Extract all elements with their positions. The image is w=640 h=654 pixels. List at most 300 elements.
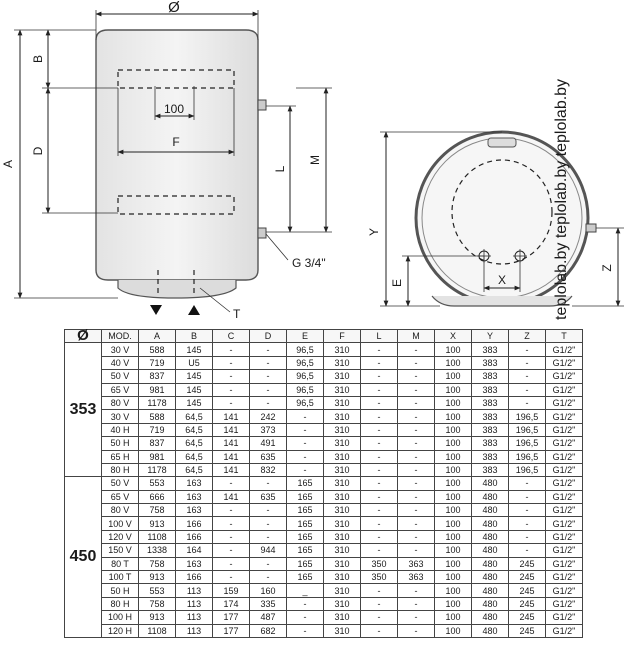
model-cell: 80 V (102, 504, 139, 517)
table-cell: 100 (435, 490, 472, 503)
table-cell: 383 (472, 423, 509, 436)
table-cell: 100 (435, 477, 472, 490)
table-cell: 310 (324, 530, 361, 543)
table-cell: G1/2" (546, 343, 583, 356)
table-cell: 310 (324, 597, 361, 610)
table-cell: 480 (472, 477, 509, 490)
table-cell: - (398, 517, 435, 530)
table-cell: 145 (176, 383, 213, 396)
side-top-cap (488, 138, 516, 147)
diameter-group-label: 450 (65, 477, 102, 638)
table-cell: - (398, 343, 435, 356)
table-cell: - (361, 356, 398, 369)
table-cell: 100 (435, 597, 472, 610)
header-diameter: Ø (65, 330, 102, 343)
model-cell: 100 V (102, 517, 139, 530)
table-cell: G1/2" (546, 477, 583, 490)
table-cell: 491 (250, 437, 287, 450)
l-label: L (273, 165, 287, 173)
table-cell: G1/2" (546, 450, 583, 463)
table-cell: - (361, 477, 398, 490)
model-cell: 120 V (102, 530, 139, 543)
table-cell: 196,5 (509, 463, 546, 476)
table-cell: 480 (472, 544, 509, 557)
table-cell: 100 (435, 343, 472, 356)
tank-front-view (96, 30, 266, 315)
table-cell: 588 (139, 343, 176, 356)
table-cell: 141 (213, 450, 250, 463)
table-cell: 96,5 (287, 383, 324, 396)
table-cell: 196,5 (509, 450, 546, 463)
table-cell: - (509, 490, 546, 503)
header-cell: B (176, 330, 213, 343)
thread-label: G 3/4" (292, 256, 326, 270)
table-cell: - (361, 410, 398, 423)
table-cell: 242 (250, 410, 287, 423)
table-cell: G1/2" (546, 490, 583, 503)
table-cell: - (213, 370, 250, 383)
table-cell: G1/2" (546, 584, 583, 597)
table-cell: 682 (250, 624, 287, 637)
model-cell: 150 V (102, 544, 139, 557)
table-cell: 666 (139, 490, 176, 503)
table-cell: 96,5 (287, 370, 324, 383)
table-cell: 166 (176, 517, 213, 530)
table-cell: 719 (139, 423, 176, 436)
table-cell: 165 (287, 490, 324, 503)
table-cell: 96,5 (287, 343, 324, 356)
a-label: A (1, 159, 15, 169)
table-cell: 310 (324, 504, 361, 517)
table-cell: 635 (250, 450, 287, 463)
table-cell: 113 (176, 611, 213, 624)
table-cell: 310 (324, 544, 361, 557)
table-cell: 165 (287, 517, 324, 530)
table-cell: - (361, 437, 398, 450)
table-cell: G1/2" (546, 530, 583, 543)
table-cell: - (398, 356, 435, 369)
table-cell: 100 (435, 370, 472, 383)
table-cell: G1/2" (546, 463, 583, 476)
table-cell: 113 (176, 597, 213, 610)
b-label: B (31, 54, 45, 64)
table-cell: - (250, 571, 287, 584)
table-cell: 310 (324, 557, 361, 570)
table-cell: - (398, 504, 435, 517)
table-cell: 310 (324, 356, 361, 369)
table-cell: 100 (435, 504, 472, 517)
table-cell: - (398, 410, 435, 423)
table-cell: 163 (176, 557, 213, 570)
table-row (65, 571, 583, 584)
table-cell: 310 (324, 343, 361, 356)
table-cell: 480 (472, 624, 509, 637)
table-cell: - (509, 477, 546, 490)
table-cell: 310 (324, 396, 361, 409)
table-row (65, 584, 583, 597)
table-cell: 245 (509, 597, 546, 610)
table-cell: - (213, 557, 250, 570)
table-cell: 480 (472, 611, 509, 624)
spacing-label: 100 (163, 102, 185, 116)
table-cell: 113 (176, 624, 213, 637)
table-cell: 310 (324, 490, 361, 503)
model-cell: 100 H (102, 611, 139, 624)
table-cell: - (250, 557, 287, 570)
table-cell: 383 (472, 370, 509, 383)
table-cell: 96,5 (287, 356, 324, 369)
table-cell: - (250, 383, 287, 396)
table-row (65, 624, 583, 637)
header-cell: Y (472, 330, 509, 343)
header-cell: X (435, 330, 472, 343)
table-cell: 981 (139, 383, 176, 396)
table-cell: 944 (250, 544, 287, 557)
table-cell: 310 (324, 624, 361, 637)
table-cell: 141 (213, 410, 250, 423)
header-cell: M (398, 330, 435, 343)
table-cell: - (509, 544, 546, 557)
model-cell: 30 V (102, 343, 139, 356)
table-cell: 177 (213, 624, 250, 637)
table-cell: 383 (472, 383, 509, 396)
model-cell: 50 V (102, 477, 139, 490)
table-cell: 335 (250, 597, 287, 610)
model-cell: 40 V (102, 356, 139, 369)
table-cell: - (398, 530, 435, 543)
table-cell: G1/2" (546, 437, 583, 450)
table-cell: - (398, 423, 435, 436)
model-cell: 80 V (102, 396, 139, 409)
m-label: M (308, 155, 322, 165)
table-row (65, 463, 583, 476)
top-nozzle (258, 100, 266, 110)
bottom-nozzle (258, 228, 266, 238)
table-cell: 100 (435, 624, 472, 637)
model-cell: 50 V (102, 370, 139, 383)
table-row (65, 597, 583, 610)
table-cell: 100 (435, 437, 472, 450)
table-cell: 480 (472, 557, 509, 570)
table-cell: 165 (287, 557, 324, 570)
table-cell: - (287, 423, 324, 436)
table-cell: 141 (213, 463, 250, 476)
table-cell: - (398, 396, 435, 409)
table-cell: - (250, 504, 287, 517)
table-cell: 164 (176, 544, 213, 557)
table-cell: - (361, 450, 398, 463)
table-cell: 837 (139, 437, 176, 450)
model-cell: 30 V (102, 410, 139, 423)
table-cell: - (398, 490, 435, 503)
table-cell: - (213, 530, 250, 543)
table-cell: 100 (435, 571, 472, 584)
table-cell: _ (287, 584, 324, 597)
table-cell: - (250, 396, 287, 409)
table-cell: 163 (176, 490, 213, 503)
table-cell: - (250, 343, 287, 356)
table-cell: 196,5 (509, 410, 546, 423)
table-cell: 310 (324, 410, 361, 423)
header-cell: L (361, 330, 398, 343)
table-cell: 837 (139, 370, 176, 383)
header-cell: Z (509, 330, 546, 343)
table-cell: - (361, 490, 398, 503)
table-cell: 383 (472, 450, 509, 463)
table-cell: - (361, 597, 398, 610)
table-cell: 64,5 (176, 423, 213, 436)
table-cell: 310 (324, 383, 361, 396)
table-cell: - (398, 597, 435, 610)
outlet-arrow-icon (188, 305, 200, 315)
table-cell: - (213, 383, 250, 396)
model-cell: 65 V (102, 490, 139, 503)
diameter-group-label: 353 (65, 343, 102, 477)
table-cell: 165 (287, 571, 324, 584)
table-cell: 363 (398, 557, 435, 570)
table-row (65, 611, 583, 624)
table-cell: G1/2" (546, 423, 583, 436)
table-cell: - (509, 383, 546, 396)
table-row (65, 557, 583, 570)
table-cell: 1178 (139, 463, 176, 476)
table-cell: 166 (176, 571, 213, 584)
table-cell: - (287, 450, 324, 463)
table-cell: - (509, 504, 546, 517)
table-cell: 1178 (139, 396, 176, 409)
l-dimension (266, 106, 296, 232)
table-cell: - (361, 624, 398, 637)
table-cell: - (398, 383, 435, 396)
table-cell: 100 (435, 544, 472, 557)
y-label: Y (367, 227, 381, 237)
table-cell: 310 (324, 517, 361, 530)
table-cell: - (361, 463, 398, 476)
table-cell: - (509, 530, 546, 543)
table-cell: 635 (250, 490, 287, 503)
table-row (65, 477, 583, 490)
table-cell: G1/2" (546, 396, 583, 409)
table-cell: 145 (176, 370, 213, 383)
header-cell: T (546, 330, 583, 343)
table-cell: - (398, 584, 435, 597)
table-cell: 141 (213, 490, 250, 503)
table-cell: - (398, 611, 435, 624)
table-cell: 159 (213, 584, 250, 597)
watermark-text: teplolab.by teplolab.by teplolab.by (553, 78, 570, 320)
table-cell: 363 (398, 571, 435, 584)
table-row (65, 490, 583, 503)
table-cell: 480 (472, 597, 509, 610)
table-cell: - (361, 611, 398, 624)
table-cell: 245 (509, 611, 546, 624)
table-cell: - (509, 356, 546, 369)
thread-callout (266, 234, 326, 270)
table-cell: 245 (509, 557, 546, 570)
table-cell: 487 (250, 611, 287, 624)
table-body (65, 343, 583, 638)
table-cell: 350 (361, 557, 398, 570)
table-cell: G1/2" (546, 517, 583, 530)
table-cell: 480 (472, 490, 509, 503)
table-cell: - (509, 343, 546, 356)
table-cell: 480 (472, 584, 509, 597)
table-cell: 553 (139, 584, 176, 597)
table-cell: 913 (139, 611, 176, 624)
model-cell: 80 T (102, 557, 139, 570)
table-cell: - (250, 356, 287, 369)
table-cell: 245 (509, 571, 546, 584)
table-header-row (65, 330, 583, 343)
table-cell: G1/2" (546, 611, 583, 624)
table-cell: G1/2" (546, 410, 583, 423)
table-cell: 1108 (139, 624, 176, 637)
table-cell: 310 (324, 571, 361, 584)
header-cell: MOD. (102, 330, 139, 343)
table-cell: 145 (176, 343, 213, 356)
table-cell: - (213, 356, 250, 369)
table-cell: 100 (435, 584, 472, 597)
model-cell: 100 T (102, 571, 139, 584)
table-cell: - (398, 477, 435, 490)
spec-table (64, 329, 583, 638)
table-cell: 177 (213, 611, 250, 624)
table-cell: - (361, 343, 398, 356)
table-cell: - (361, 383, 398, 396)
table-cell: - (287, 410, 324, 423)
table-cell: - (509, 370, 546, 383)
table-cell: - (250, 530, 287, 543)
d-label: D (31, 146, 45, 156)
t-label: T (233, 307, 241, 320)
table-cell: - (287, 437, 324, 450)
table-cell: 913 (139, 571, 176, 584)
table-row (65, 450, 583, 463)
table-cell: G1/2" (546, 571, 583, 584)
table-cell: 310 (324, 477, 361, 490)
table-cell: 166 (176, 530, 213, 543)
table-cell: 100 (435, 463, 472, 476)
x-label: X (497, 273, 507, 287)
table-cell: 383 (472, 437, 509, 450)
table-cell: - (287, 611, 324, 624)
e-label: E (390, 278, 404, 288)
table-row (65, 396, 583, 409)
table-cell: 141 (213, 437, 250, 450)
table-cell: 913 (139, 517, 176, 530)
inlet-arrow-icon (150, 305, 162, 315)
table-row (65, 530, 583, 543)
table-cell: 350 (361, 571, 398, 584)
table-cell: - (213, 571, 250, 584)
table-cell: - (361, 396, 398, 409)
header-cell: A (139, 330, 176, 343)
table-cell: - (250, 517, 287, 530)
table-cell: G1/2" (546, 370, 583, 383)
header-cell: E (287, 330, 324, 343)
table-cell: - (213, 517, 250, 530)
table-cell: 383 (472, 396, 509, 409)
table-cell: G1/2" (546, 557, 583, 570)
header-cell: F (324, 330, 361, 343)
table-cell: 1338 (139, 544, 176, 557)
table-row (65, 370, 583, 383)
table-cell: 100 (435, 450, 472, 463)
table-cell: 245 (509, 624, 546, 637)
table-cell: 310 (324, 450, 361, 463)
table-row (65, 517, 583, 530)
table-cell: 981 (139, 450, 176, 463)
table-row (65, 544, 583, 557)
table-cell: - (287, 624, 324, 637)
table-cell: 245 (509, 584, 546, 597)
table-cell: G1/2" (546, 544, 583, 557)
table-cell: 113 (176, 584, 213, 597)
water-heater-drawing (0, 0, 640, 320)
table-cell: 832 (250, 463, 287, 476)
table-cell: - (213, 544, 250, 557)
table-cell: - (361, 504, 398, 517)
table-row (65, 504, 583, 517)
table-cell: - (361, 530, 398, 543)
model-cell: 80 H (102, 597, 139, 610)
table-cell: - (213, 396, 250, 409)
table-cell: 310 (324, 463, 361, 476)
table-cell: - (398, 624, 435, 637)
table-cell: - (250, 370, 287, 383)
table-cell: - (287, 463, 324, 476)
table-cell: U5 (176, 356, 213, 369)
table-cell: 160 (250, 584, 287, 597)
table-cell: - (361, 544, 398, 557)
table-cell: 174 (213, 597, 250, 610)
side-feet (432, 296, 572, 306)
table-cell: 64,5 (176, 437, 213, 450)
table-cell: 100 (435, 383, 472, 396)
table-cell: - (398, 437, 435, 450)
table-cell: 100 (435, 517, 472, 530)
table-cell: 100 (435, 423, 472, 436)
table-cell: 758 (139, 557, 176, 570)
table-cell: - (361, 423, 398, 436)
table-cell: - (213, 504, 250, 517)
table-cell: - (398, 450, 435, 463)
table-cell: 163 (176, 504, 213, 517)
table-row (65, 356, 583, 369)
table-row (65, 343, 583, 356)
table-cell: - (361, 370, 398, 383)
table-cell: 373 (250, 423, 287, 436)
table-cell: - (361, 584, 398, 597)
table-cell: 163 (176, 477, 213, 490)
diameter-label: Ø (168, 0, 180, 16)
f-label: F (172, 135, 180, 149)
table-row (65, 437, 583, 450)
table-cell: 64,5 (176, 450, 213, 463)
m-dimension (296, 88, 332, 232)
model-cell: 65 V (102, 383, 139, 396)
table-cell: - (398, 463, 435, 476)
table-cell: - (398, 370, 435, 383)
table-cell: 480 (472, 571, 509, 584)
table-cell: 165 (287, 544, 324, 557)
table-cell: 100 (435, 611, 472, 624)
table-cell: 719 (139, 356, 176, 369)
table-cell: - (250, 477, 287, 490)
header-cell: D (250, 330, 287, 343)
table-cell: 100 (435, 410, 472, 423)
table-cell: 383 (472, 343, 509, 356)
